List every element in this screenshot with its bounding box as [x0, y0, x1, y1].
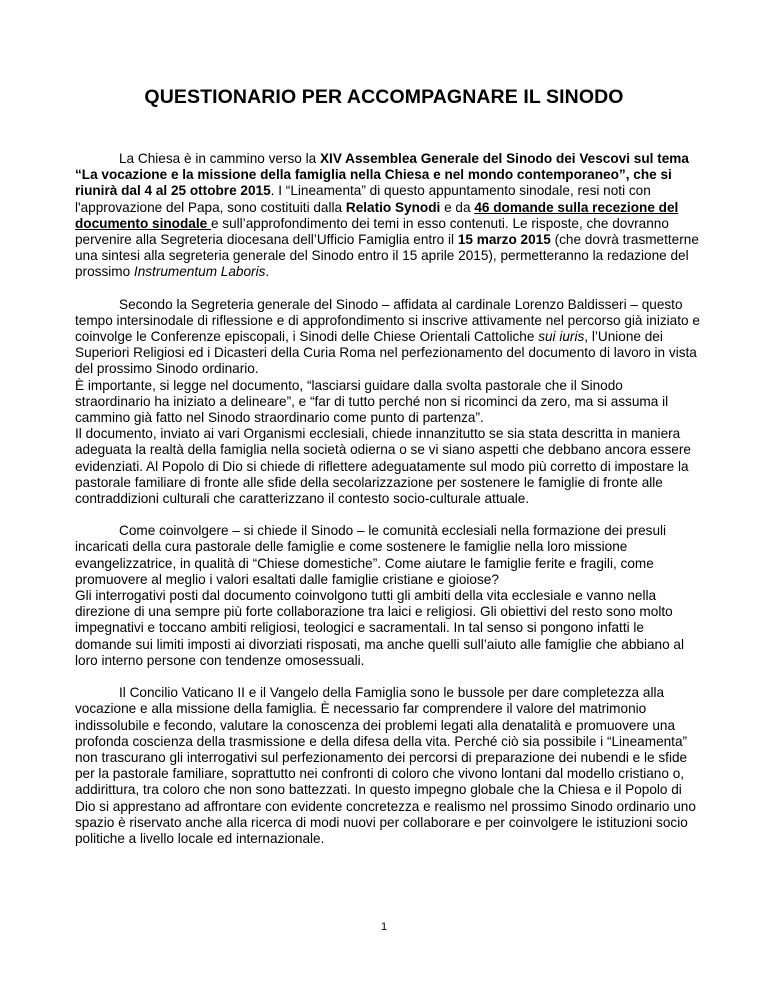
p1-bold-assembly: XIV Assemblea Generale del Sinodo dei Vescovi sul tema “La vocazione e la missione della famiglia nella Chiesa e nel mondo contemporaneo”, che si riunirà dal 4 al 25 ottobre 2015	[75, 151, 689, 199]
p1-bold-relatio: Relatio Synodi	[345, 199, 441, 215]
page-number: 1	[380, 921, 388, 933]
p1-bold-underlined-questions: 46 domande sulla recezione del documento sinodale	[75, 199, 679, 231]
paragraph-4: Il Concilio Vaticano II e il Vangelo della Famiglia sono le bussole per dare completezza alla vocazione e alla missione della famiglia. È necessario far comprendere il valore del matrimonio indissolubile e fecondo, valutare la conoscenza dei problemi legati alla denatalità e promuovere una profonda coscienza della trasmissione e della difesa della vita. Perché ciò sia possibile i “Lineamenta” non trascurano gli interrogativi sul perfezionamento dei percorsi di preparazione dei nubendi e le sfide per la pastorale familiare, soprattutto nei confronti di coloro che vivono lontani dal modello cristiano o, addirittura, tra coloro che non sono battezzati. In questo impegno globale che la Chiesa e il Popolo di Dio si apprestano ad affrontare con evidente concretezza e realismo nel prossimo Sinodo ordinario uno spazio è riservato anche alla ricerca di modi nuovi per collaborare e per coinvolgere le istituzioni socio politiche a livello locale ed internazionale.	[75, 685, 696, 846]
paragraph-1	[75, 151, 700, 281]
paragraph-3b: Gli interrogativi posti dal documento coinvolgono tutti gli ambiti della vita ecclesiale e vanno nella direzione di una sempre più forte collaborazione tra laici e religiosi. Gli obiettivi del resto sono molto impegnativi e toccano ambiti religiosi, teologici e sacramentali. In tal senso si pongono infatti le domande sui limiti imposti ai divorziati risposati, ma anche quelli sull’aiuto alle famiglie che abbiano al loro interno persone con tendenze omosessuali.	[75, 588, 685, 668]
p1-text-3: e da	[440, 199, 475, 215]
p2-text-1: Secondo la Segreteria generale del Sinodo – affidata al cardinale Lorenzo Baldisseri – questo tempo intersinodale di riflessione e di approfondimento si inscrive attivamente nel percorso già iniziato e coinvolge le Conferenze episcopali, i Sinodi delle Chiese Orientali Cattoliche	[75, 296, 700, 345]
document-title: QUESTIONARIO PER ACCOMPAGNARE IL SINODO	[144, 86, 624, 108]
paragraph-3a: Come coinvolgere – si chiede il Sinodo – le comunità ecclesiali nella formazione dei presuli incaricati della cura pastorale delle famiglie e come sostenere le famiglie nella loro missione evangelizzatrice, in qualità di “Chiese domestiche”. Come aiutare le famiglie ferite e fragili, come promuovere al meglio i valori esaltati dalle famiglie cristiane e gioiose?	[75, 523, 667, 587]
p1-text-1: La Chiesa è in cammino verso la	[119, 151, 320, 166]
p2-italic-sui-iuris: sui iuris	[538, 329, 585, 345]
p1-text-5: (che dovrà trasmetterne una sintesi alla segreteria generale del Sinodo entro il 15 aprile 2015), permetteranno la redazione del prossimo	[75, 232, 699, 280]
p2-text-2: , l’Unione dei Superiori Religiosi ed i Dicasteri della Curia Roma nel perfezionamento del documento di lavoro in vista del prossimo Sinodo ordinario.	[75, 329, 697, 377]
paragraph-2c: Il documento, inviato ai vari Organismi ecclesiali, chiede innanzitutto se sia stata descritta in maniera adeguata la realtà della famiglia nella società odierna o se vi siano aspetti che debbano ancora essere evidenziati. Al Popolo di Dio si chiede di riflettere adeguatamente sul modo più corretto di impostare la pastorale familiare di fronte alle sfide della secolarizzazione per sostenere le famiglie di fronte alle contraddizioni culturali che caratterizzano il contesto socio-culturale attuale.	[75, 426, 691, 507]
document-body	[75, 151, 700, 863]
p1-text-2: . I “Lineamenta” di questo appuntamento sinodale, resi noti con l'approvazione del Papa, sono costituiti dalla	[75, 183, 651, 215]
p1-bold-deadline: 15 marzo 2015	[457, 232, 551, 248]
p1-text-4: e sull’approfondimento dei temi in esso contenuti. Le risposte, che dovranno pervenire alla Segreteria diocesana dell’Ufficio Famiglia entro il	[75, 215, 669, 248]
paragraph-2a	[75, 297, 700, 378]
p1-italic-instrumentum: Instrumentum Laboris	[133, 264, 266, 280]
paragraph-2b: È importante, si legge nel documento, “lasciarsi guidare dalla svolta pastorale che il Sinodo straordinario ha iniziato a delineare”, e “far di tutto perché non si ricominci da zero, ma si assuma il cammino già fatto nel Sinodo straordinario come punto di partenza”.	[75, 377, 669, 426]
p1-text-6: .	[265, 264, 270, 280]
